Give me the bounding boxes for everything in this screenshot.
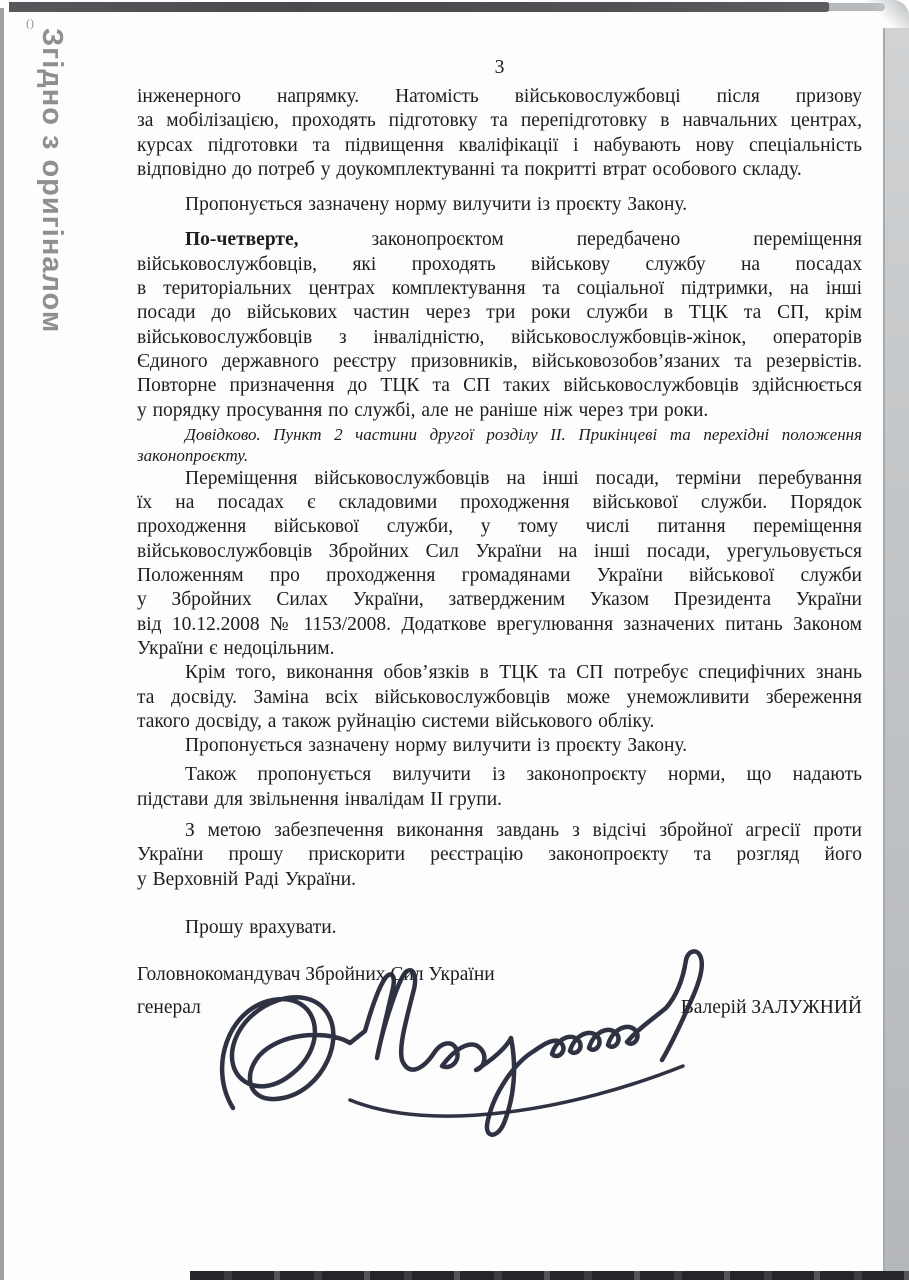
text-line: проходження військової служби, у тому числі питання переміщення [137, 516, 862, 538]
text-line: Крім того, виконання обов’язків в ТЦК та СП потребує специфічних знань [185, 662, 862, 684]
text-line: такого досвіду, а також руйнацію системи військового обліку. [137, 710, 655, 732]
text-line: Положенням про проходження громадянами України військової служби [137, 565, 862, 587]
text-line: Також пропонується вилучити із законопроєкту норми, що надають [185, 764, 862, 786]
text-line: військовослужбовців з інвалідністю, військовослужбовців-жінок, операторів [137, 326, 862, 348]
text-line: Прошу врахувати. [185, 916, 337, 938]
text-line: посади до військових частин через три роки служби в ТЦК та СП, крім [137, 302, 862, 324]
paragraph [137, 193, 862, 217]
certified-true-copy-stamp: Згідно з оригіналом [36, 28, 68, 334]
paragraph [137, 228, 862, 422]
scan-edge-right [883, 28, 909, 1280]
text-line: законопроєкту. [137, 446, 249, 466]
paragraph [137, 916, 862, 940]
text-line: військовослужбовців Збройних Сил України на інші посади, урегульовується [137, 540, 862, 562]
text-line: курсах підготовки та підвищення кваліфікації і набувають нову спеціальність [137, 134, 862, 156]
text-line: у Збройних Силах України, затвердженим Указом Президента України [137, 589, 862, 611]
text-line: за мобілізацією, проходять підготовку та перепідготовку в навчальних центрах, [137, 110, 862, 132]
text-line: у Верховній Раді України. [137, 868, 357, 890]
text-line: їх на посадах є складовими проходження військової служби. Порядок [137, 492, 862, 514]
paragraph [137, 85, 862, 182]
signer-position: Головнокомандувач Збройних Сил України [137, 964, 495, 986]
paragraphs [137, 85, 862, 940]
document-body [137, 85, 862, 1020]
text-line: Повторне призначення до ТЦК та СП таких військовослужбовців здійснюється [137, 375, 862, 397]
scan-edge-bottom [190, 1271, 909, 1280]
paragraph [137, 467, 862, 661]
text-line: України є недоцільним. [137, 637, 335, 659]
handwritten-signature-icon [213, 948, 718, 1153]
paragraph [137, 424, 862, 467]
text-line: у порядку просування по службі, але не раніше ніж через три роки. [137, 399, 709, 421]
text-line: інженерного напрямку. Натомість військовослужбовці після призову [137, 86, 862, 107]
scan-edge-top [9, 2, 831, 12]
text-line: підстави для звільнення інвалідам ІІ групи. [137, 788, 503, 810]
text-line: Пропонується зазначену норму вилучити із проєкту Закону. [185, 194, 688, 216]
text-line: Єдиного державного реєстру призовників, військовозобов’язаних та резервістів. [137, 350, 862, 372]
signer-name: Валерій ЗАЛУЖНИЙ [680, 996, 862, 1018]
paragraph [137, 819, 862, 892]
page-corner-shade [863, 0, 909, 30]
text-line: в територіальних центрах комплектування та соціальної підтримки, на інші [137, 278, 862, 300]
text-line: З метою забезпечення виконання завдань з відсічі збройної агресії проти [185, 820, 862, 842]
text-line: від 10.12.2008 № 1153/2008. Додаткове врегулювання зазначених питань Законом [137, 613, 862, 635]
text-line: України прошу прискорити реєстрацію законопроєкту та розгляд його [137, 844, 862, 866]
text-line: Довідково. Пункт 2 частини другої розділу ІІ. Прикінцеві та перехідні положення [185, 424, 862, 444]
page-number: 3 [494, 57, 505, 78]
paragraph [137, 763, 862, 812]
bold-lead-in: По-четверте, [185, 229, 299, 251]
text-line: військовослужбовців, які проходять військову службу на посадах [137, 253, 862, 275]
signer-rank: генерал [137, 996, 201, 1018]
paragraph [137, 661, 862, 734]
text-line: Переміщення військовослужбовців на інші посади, терміни перебування [185, 467, 862, 489]
text-line: відповідно до потреб у доукомплектуванні та покритті втрат особового складу. [137, 158, 802, 180]
text-line: По-четверте, законопроєктом передбачено переміщення [185, 229, 862, 251]
text-line: Пропонується зазначену норму вилучити із проєкту Закону. [185, 735, 688, 757]
text-line: та досвіду. Заміна всіх військовослужбовців може унеможливити збереження [137, 686, 862, 708]
scan-edge-left [0, 8, 4, 1280]
scan-artifact: () [26, 16, 34, 30]
paragraph [137, 734, 862, 758]
